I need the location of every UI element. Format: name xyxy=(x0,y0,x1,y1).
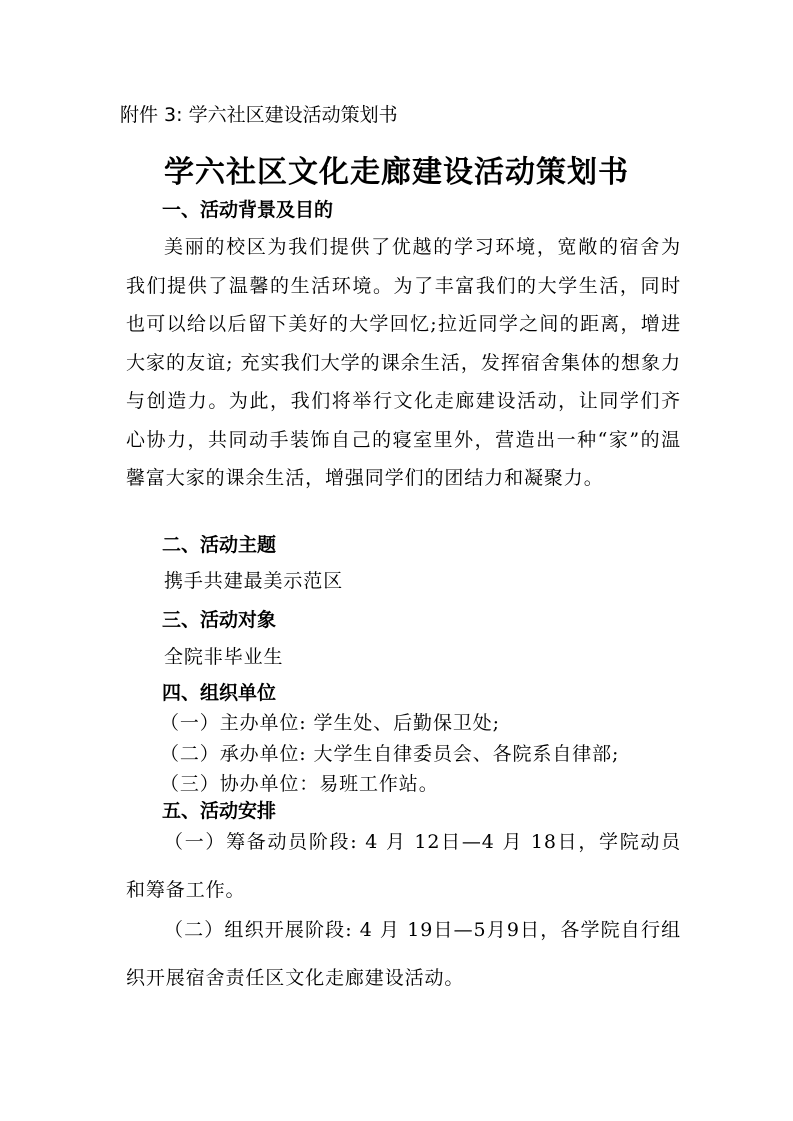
document-title: 学六社区文化走廊建设活动策划书 xyxy=(164,155,629,190)
section-heading-audience: 三、活动对象 xyxy=(162,609,277,631)
section-heading-schedule: 五、活动安排 xyxy=(162,800,277,822)
section-heading-theme: 二、活动主题 xyxy=(162,534,277,556)
organizer-item: （二）承办单位: 大学生自律委员会、各院系自律部; xyxy=(160,743,620,765)
organizer-item: （一）主办单位: 学生处、后勤保卫处; xyxy=(160,712,500,734)
section-heading-background: 一、活动背景及目的 xyxy=(162,199,334,221)
section-heading-organizers: 四、组织单位 xyxy=(162,682,277,704)
audience-text: 全院非毕业生 xyxy=(164,646,284,668)
organizer-item: （三）协办单位：易班工作站。 xyxy=(160,773,439,795)
schedule-item: （一）筹备动员阶段: 4 月 12日—4 月 18日，学院动员和筹备工作。 xyxy=(126,831,681,901)
schedule-item: （二）组织开展阶段: 4 月 19日—5月9日，各学院自行组织开展宿舍责任区文化走廊建设活动。 xyxy=(126,919,681,989)
background-paragraph: 美丽的校区为我们提供了优越的学习环境，宽敞的宿舍为我们提供了温馨的生活环境。为了丰富我们的大学生活，同时也可以给以后留下美好的大学回忆;拉近同学之间的距离，增进大家的友谊; 充实我们大学的课余生活，发挥宿舍集体的想象力与创造力。为此，我们将举行文化走廊建设活动，让同学们齐心协力，共同动手装饰自己的寝室里外，营造出一种“家”的温馨富大家的课余生活，增强同学们的团结力和凝聚力。 xyxy=(126,236,681,489)
attachment-label: 附件 3: 学六社区建设活动策划书 xyxy=(120,104,398,126)
theme-text: 携手共建最美示范区 xyxy=(164,570,344,592)
